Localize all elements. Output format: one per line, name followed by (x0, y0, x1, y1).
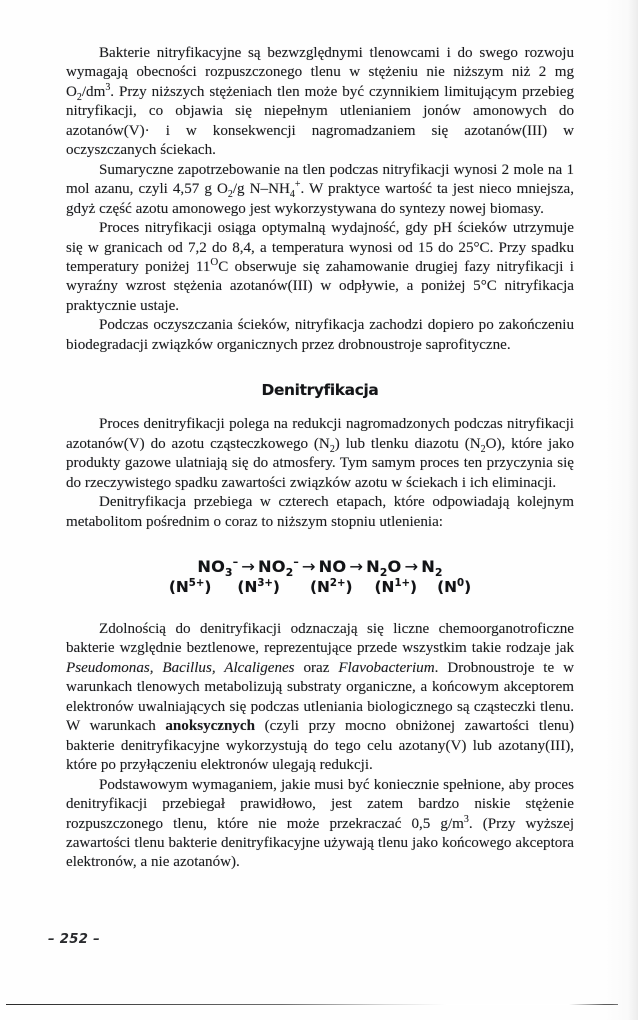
degree-superscript: O (210, 255, 219, 268)
paragraph-total-oxygen-demand (66, 161, 574, 219)
equation-species-line (66, 555, 574, 580)
text-run: Proces nitryfikacji osiąga optymalną wydajność, gdy pH ścieków utrzymuje się w granicach od 7,2 do 8,4, a temperatura wynosi od 15 do 25°C. Przy spadku temperatury poniżej 11 (66, 220, 574, 275)
paragraph-denitrification-definition (66, 415, 574, 493)
text-run: Denitryfikacja przebiega w czterech etapach, które odpowiadają kolejnym metabolitom pośrednim o coraz to niższym stopniu utlenienia: (66, 494, 574, 530)
page-text-column (66, 44, 574, 873)
species-dinitrogen: $N_2$ (421, 556, 443, 580)
text-run: (czyli przy mocno obniżonej zawartości tlenu) bakterie denitryfikacyjne wykorzystują do tego celu azotany(V) lub azotany(III), które po przyłączeniu elektronów ulegają redukcji. (66, 718, 574, 774)
superscript: 3 (463, 813, 469, 825)
arrow-icon: → (404, 556, 419, 576)
paragraph-oxygen-limit-requirement (66, 776, 574, 873)
term-anoksycznych: anoksycznych (165, 718, 255, 735)
page-bottom-rule (6, 1004, 618, 1005)
species-nitrate: $NO_3^-$ (197, 555, 239, 580)
species-nitrous-oxide: $N_2O$ (366, 556, 402, 580)
oxidation-state-2plus: $(N^{2+})$ (309, 577, 353, 596)
text-run: oraz (294, 659, 339, 676)
arrow-icon: → (301, 556, 316, 576)
equation-oxidation-state-line (66, 578, 574, 596)
species-nitrite: $NO_2^-$ (258, 555, 299, 580)
subscript: 2 (329, 443, 335, 455)
text-run: O), które jako produkty gazowe ulatniają się do atmosfery. Tym samym proces ten przyczynia się do rzeczywistego spadku zawartości związków azotu w ściekach i ich eliminacji. (66, 435, 574, 491)
text-run: /dm (81, 83, 106, 100)
text-run: Proces denitryfikacji polega na redukcji nagromadzonych podczas nitryfikacji azotanów(V) do azotu cząsteczkowego (N (66, 416, 574, 452)
species-nitric-oxide: NO (318, 556, 347, 576)
oxidation-state-5plus: $(N^{5+})$ (168, 577, 212, 596)
text-run: /g N–NH (232, 181, 290, 198)
arrow-icon: → (349, 556, 364, 576)
genus-names-group-1: Pseudomonas, Bacillus, Alcaligenes (66, 659, 295, 676)
paragraph-nitrifying-bacteria-oxygen (66, 44, 574, 161)
oxidation-state-3plus: $(N^{3+})$ (237, 577, 280, 596)
subscript: 2 (76, 91, 82, 103)
text-run: Bakterie nitryfikacyjne są bezwzględnymi tlenowcami i do swego rozwoju wymagają obecności rozpuszczonego tlenu w stężeniu nie niższym niż 2 mg O (66, 45, 574, 100)
text-run: Podstawowym wymaganiem, jakie musi być koniecznie spełnione, aby proces denitryfikacji przebiegał prawidłowo, jest zatem bardzo niskie stężenie rozpuszczonego tlenu, które nie może przekraczać 0,5 g/m (66, 776, 574, 832)
subscript: 4 (289, 189, 295, 201)
text-run: . Drobnoustroje te w warunkach tlenowych metabolizują substraty organiczne, a końcowym akceptorem elektronów uwalniających się podczas utleniania biologicznego są cząsteczki tlenu. W warunkach (66, 659, 574, 735)
text-run: Sumaryczne zapotrzebowanie na tlen podczas nitryfikacji wynosi 2 mole na 1 mol azanu, czyli 4,57 g O (66, 161, 574, 198)
paragraph-ph-temperature-optimum (66, 219, 574, 316)
arrow-icon: → (241, 556, 255, 576)
superscript: 3 (105, 81, 111, 93)
genus-name-flavobacterium: Flavobacterium (338, 659, 435, 676)
text-run: . W praktyce wartość ta jest nieco mniejsza, gdyż część azotu amonowego jest wykorzystywana do syntezy nowej biomasy. (66, 181, 574, 217)
subscript: 2 (480, 443, 486, 455)
text-run: Podczas oczyszczania ścieków, nitryfikacja zachodzi dopiero po zakończeniu biodegradacji związków organicznych przez drobnoustroje saprofityczne. (66, 317, 574, 353)
page-number: – 252 – (48, 932, 100, 947)
paragraph-wastewater-biodegradation (66, 316, 574, 355)
oxidation-state-1plus: $(N^{1+})$ (374, 577, 418, 596)
paragraph-four-stages-intro (66, 493, 574, 532)
text-run: . Przy niższych stężeniach tlen może być czynnikiem limitującym przebieg nitryfikacji, co objawia się niepełnym utlenianiem jonów amonowych do azotanów(V)· i w konsekwencji nagromadzaniem się azotanów(III) w oczyszczanych ściekach. (66, 83, 574, 159)
paragraph-denitrifying-genera (66, 620, 574, 776)
scan-edge-shading (604, 0, 638, 1020)
text-run: C obserwuje się zahamowanie drugiej fazy nitryfikacji i wyraźny wzrost stężenia azotanów(III) w odpływie, a poniżej 5°C nitryfikacja praktycznie ustaje. (66, 258, 574, 314)
text-run: Zdolnością do denitryfikacji odznaczają się liczne chemoorganotroficzne bakterie względnie beztlenowe, reprezentujące przede wszystkim takie rodzaje jak (66, 620, 574, 657)
subscript: 2 (227, 189, 233, 201)
oxidation-state-0: $(N^0)$ (437, 577, 472, 596)
text-run: ) lub tlenku diazotu (N (334, 435, 481, 452)
superscript: + (294, 179, 301, 191)
text-run: . (Przy wyższej zawartości tlenu bakterie denitryfikacyjne używają tlenu jako końcowego akceptora elektronów, a nie azotanów). (66, 815, 574, 871)
denitrification-reaction-equation (66, 557, 574, 596)
section-heading-denitryfikacja: Denitryfikacja (261, 381, 379, 400)
